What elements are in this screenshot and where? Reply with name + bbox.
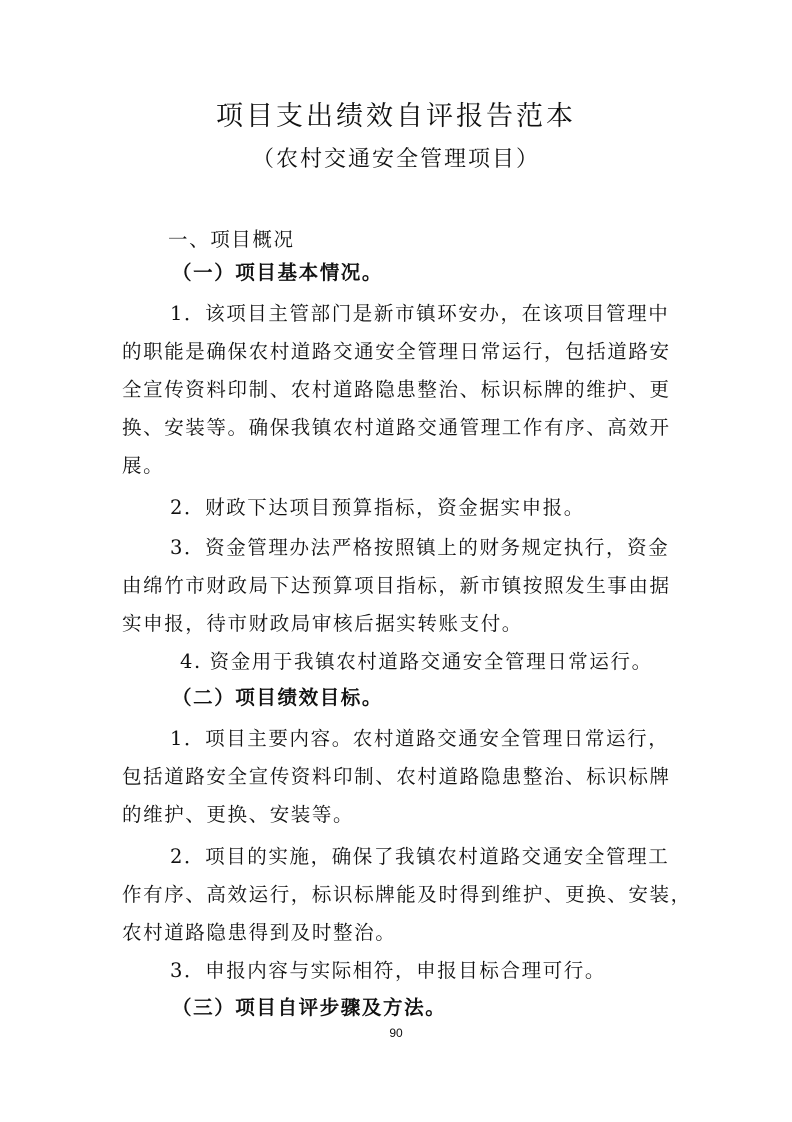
paragraph-line: 由绵竹市财政局下达预算项目指标，新市镇按照发生事由据 bbox=[122, 574, 671, 597]
paragraph-line: 1．项目主要内容。农村道路交通安全管理日常运行， bbox=[170, 727, 670, 750]
paragraph-line: 3．申报内容与实际相符，申报目标合理可行。 bbox=[170, 959, 607, 982]
paragraph-line: 全宣传资料印制、农村道路隐患整治、标识标牌的维护、更 bbox=[122, 378, 671, 401]
paragraph-line: 的维护、更换、安装等。 bbox=[122, 803, 355, 826]
page-number: 90 bbox=[389, 1026, 403, 1040]
subsection-heading-2: （二）项目绩效目标。 bbox=[172, 686, 384, 709]
paragraph-line: 1．该项目主管部门是新市镇环安办，在该项目管理中 bbox=[170, 302, 670, 325]
paragraph-line: 的职能是确保农村道路交通安全管理日常运行，包括道路安 bbox=[122, 340, 671, 363]
subsection-heading-3: （三）项目自评步骤及方法。 bbox=[172, 996, 447, 1019]
paragraph-line: 农村道路隐患得到及时整治。 bbox=[122, 921, 397, 944]
document-subtitle: （农村交通安全管理项目） bbox=[251, 147, 540, 172]
subsection-heading-1: （一）项目基本情况。 bbox=[172, 261, 384, 284]
paragraph-line: 4. 资金用于我镇农村道路交通安全管理日常运行。 bbox=[180, 650, 653, 673]
paragraph-line: 作有序、高效运行，标识标牌能及时得到维护、更换、安装， bbox=[122, 883, 692, 906]
paragraph-line: 2．项目的实施，确保了我镇农村道路交通安全管理工 bbox=[170, 845, 670, 868]
paragraph-line: 换、安装等。确保我镇农村道路交通管理工作有序、高效开 bbox=[122, 416, 671, 439]
paragraph-line: 展。 bbox=[122, 454, 165, 477]
paragraph-line: 实申报，待市财政局审核后据实转账支付。 bbox=[122, 612, 523, 635]
paragraph-line: 包括道路安全宣传资料印制、农村道路隐患整治、标识标牌 bbox=[122, 765, 671, 788]
document-title: 项目支出绩效自评报告范本 bbox=[216, 101, 576, 132]
section-heading-1: 一、项目概况 bbox=[168, 228, 295, 251]
paragraph-line: 2．财政下达项目预算指标，资金据实申报。 bbox=[170, 496, 585, 519]
paragraph-line: 3．资金管理办法严格按照镇上的财务规定执行，资金 bbox=[170, 536, 670, 559]
